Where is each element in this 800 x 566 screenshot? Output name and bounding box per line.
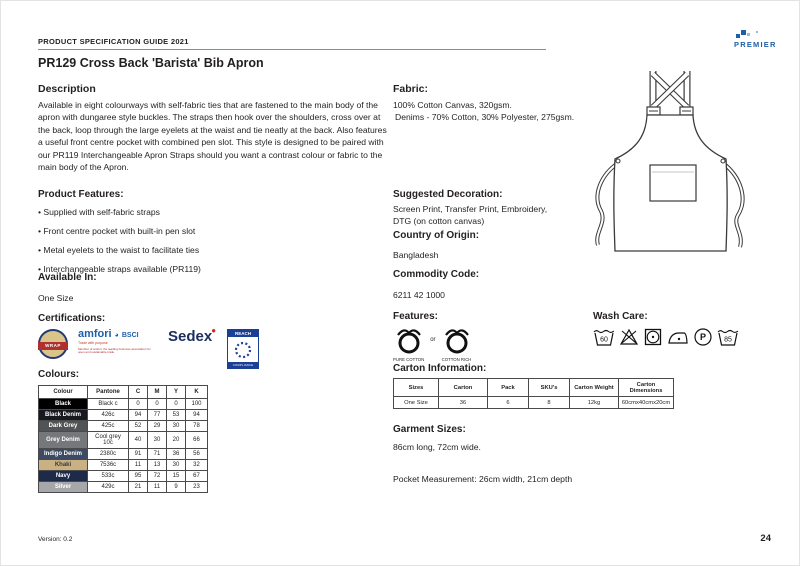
colour-cell: 7536c — [88, 460, 129, 471]
colour-cell: 32 — [186, 460, 208, 471]
colour-row — [39, 471, 208, 482]
description-heading: Description — [38, 83, 96, 95]
tumble-dry-one-dot-icon — [643, 327, 663, 347]
carton-row — [394, 397, 674, 409]
colour-cell: 91 — [129, 449, 148, 460]
column-header: Carton Weight — [570, 379, 619, 397]
column-header: Pack — [488, 379, 529, 397]
carton-cell: One Size — [394, 397, 439, 409]
colour-cell: 72 — [148, 471, 167, 482]
colour-row — [39, 449, 208, 460]
suggested-decoration-heading: Suggested Decoration: — [393, 189, 503, 200]
cotton-rich-label: COTTON RICH — [441, 357, 472, 362]
column-header: SKU's — [529, 379, 570, 397]
or-label: or — [430, 337, 436, 344]
feature-bullet: • Front centre pocket with built-in pen slot — [38, 226, 390, 236]
colour-cell: 0 — [129, 399, 148, 410]
carton-table-body — [394, 397, 674, 409]
guide-label: PRODUCT SPECIFICATION GUIDE 2021 — [38, 37, 189, 46]
do-not-bleach-icon — [619, 327, 639, 347]
colour-cell: 11 — [148, 482, 167, 493]
colour-cell: 30 — [167, 460, 186, 471]
feature-bullet: • Metal eyelets to the waist to facilitate ties — [38, 245, 390, 255]
colour-cell: 53 — [167, 410, 186, 421]
colour-cell: 100 — [186, 399, 208, 410]
colours-table-header — [39, 386, 208, 399]
description-body: Available in eight colourways with self-fabric ties that are fastened to the main body of the apron with dungaree style buckles. The straps then hook over the shoulders, cross over at the back, loop through the large eyelets at the waist and tie neatly at the back. Also features a useful front centre pocket with combined pen slot. This style is designed to be paired with our PR119 Interchangeable Apron Straps should you want a contrast colour or fabric to the main body of the Apron. — [38, 100, 387, 173]
pure-cotton-icon — [394, 326, 424, 356]
commodity-code-heading: Commodity Code: — [393, 269, 480, 280]
colour-swatch: Grey Denim — [39, 432, 88, 449]
colours-heading: Colours: — [38, 369, 80, 380]
carton-table-header — [394, 379, 674, 397]
colour-cell: 425c — [88, 421, 129, 432]
pure-cotton-label: PURE COTTON — [393, 357, 425, 362]
carton-cell: 6 — [488, 397, 529, 409]
apron-illustration — [589, 63, 789, 298]
colours-section — [38, 369, 208, 493]
garment-sizes-section — [393, 424, 693, 486]
available-in-heading: Available In: — [38, 272, 97, 283]
wash-care-heading: Wash Care: — [593, 311, 648, 322]
premier-logo-icon — [734, 28, 760, 40]
colour-cell: 66 — [186, 432, 208, 449]
premier-logo — [734, 28, 777, 49]
bsci-logo-text: BSCI — [121, 332, 139, 339]
certifications-heading: Certifications: — [38, 313, 106, 324]
garment-sizes-line1: 86cm long, 72cm wide. — [393, 442, 481, 452]
feature-bullet: • Interchangeable straps available (PR119) — [38, 264, 390, 274]
pocket-measurement: Pocket Measurement: 26cm width, 21cm depth — [393, 474, 573, 485]
colour-cell: 23 — [186, 482, 208, 493]
reach-logo — [227, 329, 259, 369]
colour-cell: 9 — [167, 482, 186, 493]
carton-cell: 12kg — [570, 397, 619, 409]
carton-table — [393, 378, 674, 409]
suggested-decoration-section — [393, 189, 593, 228]
iron-one-dot-icon — [667, 327, 689, 347]
colour-cell: 52 — [129, 421, 148, 432]
wrap-logo-label: WRAP — [38, 342, 68, 350]
amfori-member-text: Member of amfori, the leading business association for open and sustainable trade — [78, 346, 151, 355]
features-heading: Features: — [393, 311, 439, 322]
colour-row — [39, 482, 208, 493]
page-title: PR129 Cross Back 'Barista' Bib Apron — [38, 56, 264, 70]
colour-cell: 11 — [129, 460, 148, 471]
colour-cell: 77 — [148, 410, 167, 421]
feature-bullet: • Supplied with self-fabric straps — [38, 207, 390, 217]
suggested-decoration-line2: DTG (on cotton canvas) — [393, 216, 485, 227]
sedex-logo: Sedex● — [168, 326, 217, 345]
cotton-rich-icon — [442, 326, 472, 356]
colour-cell: 533c — [88, 471, 129, 482]
features-section — [393, 311, 472, 362]
wash-care-section — [593, 311, 739, 347]
colour-cell: 56 — [186, 449, 208, 460]
colour-cell: 13 — [148, 460, 167, 471]
colour-cell: 429c — [88, 482, 129, 493]
colour-swatch: Khaki — [39, 460, 88, 471]
commodity-code-section — [393, 269, 479, 301]
colour-swatch: Dark Grey — [39, 421, 88, 432]
colour-cell: 0 — [148, 399, 167, 410]
sedex-dot-icon: ● — [211, 326, 217, 335]
colour-swatch: Black — [39, 399, 88, 410]
colour-cell: 20 — [167, 432, 186, 449]
colour-cell: 2380c — [88, 449, 129, 460]
colour-swatch: Navy — [39, 471, 88, 482]
colour-cell: 95 — [129, 471, 148, 482]
column-header: M — [148, 386, 167, 399]
colour-row — [39, 410, 208, 421]
premier-logo-text: PREMIER — [734, 40, 777, 49]
garment-sizes-heading: Garment Sizes: — [393, 424, 466, 435]
colour-cell: 40 — [129, 432, 148, 449]
carton-cell: 8 — [529, 397, 570, 409]
column-header: Pantone — [88, 386, 129, 399]
cotton-badges — [393, 326, 472, 362]
product-features-section — [38, 189, 390, 283]
colour-cell: 36 — [167, 449, 186, 460]
carton-information-section — [393, 363, 674, 409]
colour-row — [39, 432, 208, 449]
wash-care-icons — [593, 327, 739, 347]
colour-cell: 30 — [148, 432, 167, 449]
country-of-origin-value: Bangladesh — [393, 250, 439, 260]
amfori-logo-text: amfori — [78, 328, 112, 340]
wrap-logo-icon — [38, 329, 68, 359]
fabric-line1: 100% Cotton Canvas, 320gsm. — [393, 100, 512, 110]
colour-cell: Cool grey 10c — [88, 432, 129, 449]
apron-drawing-icon — [589, 63, 789, 293]
amfori-tagline: Trade with purpose — [78, 341, 108, 345]
carton-cell: 60cmx40cmx20cm — [619, 397, 674, 409]
product-features-list — [38, 207, 390, 274]
amfori-bsci-logo — [78, 329, 158, 355]
column-header: K — [186, 386, 208, 399]
colour-cell: 94 — [129, 410, 148, 421]
colour-cell: 71 — [148, 449, 167, 460]
colour-swatch: Indigo Denim — [39, 449, 88, 460]
colour-swatch: Black Denim — [39, 410, 88, 421]
wash-60-icon — [593, 327, 615, 347]
colour-row — [39, 421, 208, 432]
column-header: Carton Dimensions — [619, 379, 674, 397]
colour-cell: 15 — [167, 471, 186, 482]
pure-cotton-badge — [393, 326, 424, 362]
reach-logo-label: REACH — [228, 330, 258, 337]
svg-text:P: P — [699, 332, 707, 343]
certifications-section — [38, 313, 259, 369]
product-features-heading: Product Features: — [38, 189, 124, 200]
reach-stars-icon — [228, 337, 258, 362]
colour-cell: 29 — [148, 421, 167, 432]
fabric-line2: Denims - 70% Cotton, 30% Polyester, 275gsm. — [395, 112, 575, 123]
description-section — [38, 83, 390, 174]
colour-cell: 30 — [167, 421, 186, 432]
amfori-globe-icon: ◕ — [114, 332, 119, 339]
wash-85-icon — [717, 327, 739, 347]
version-label: Version: 0.2 — [38, 536, 73, 543]
colours-table — [38, 385, 208, 493]
country-of-origin-heading: Country of Origin: — [393, 230, 480, 241]
colour-cell: Black c — [88, 399, 129, 410]
colour-cell: 0 — [167, 399, 186, 410]
country-of-origin-section — [393, 230, 479, 261]
colour-cell: 78 — [186, 421, 208, 432]
fabric-heading: Fabric: — [393, 83, 429, 95]
colour-cell: 94 — [186, 410, 208, 421]
column-header: C — [129, 386, 148, 399]
header-divider — [38, 49, 546, 50]
svg-text:60: 60 — [600, 336, 608, 344]
svg-text:85: 85 — [724, 336, 732, 344]
carton-cell: 36 — [439, 397, 488, 409]
colour-cell: 21 — [129, 482, 148, 493]
fabric-section — [393, 83, 613, 124]
column-header: Colour — [39, 386, 88, 399]
certification-logos — [38, 326, 259, 369]
page-number: 24 — [760, 533, 771, 544]
cotton-rich-badge — [442, 326, 472, 362]
dry-clean-p-icon — [693, 327, 713, 347]
carton-information-heading: Carton Information: — [393, 363, 487, 374]
reach-compliance-label: COMPLIANCE — [228, 362, 258, 368]
colours-table-body — [39, 399, 208, 493]
colour-cell: 67 — [186, 471, 208, 482]
column-header: Sizes — [394, 379, 439, 397]
column-header: Y — [167, 386, 186, 399]
commodity-code-value: 6211 42 1000 — [393, 290, 445, 300]
available-in-section — [38, 272, 97, 304]
colour-swatch: Silver — [39, 482, 88, 493]
column-header: Carton — [439, 379, 488, 397]
colour-row — [39, 460, 208, 471]
available-in-value: One Size — [38, 293, 74, 303]
suggested-decoration-line1: Screen Print, Transfer Print, Embroidery, — [393, 204, 548, 214]
colour-row — [39, 399, 208, 410]
colour-cell: 426c — [88, 410, 129, 421]
